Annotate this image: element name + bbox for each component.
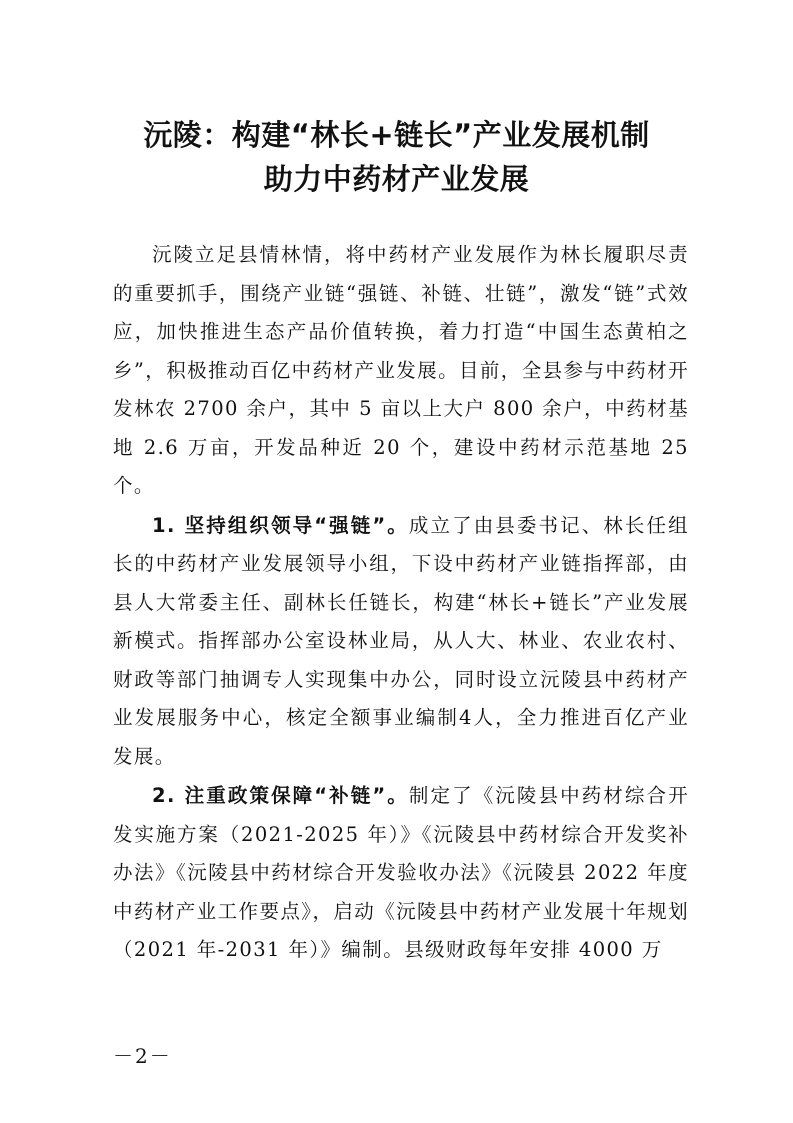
section-1-text: 成立了由县委书记、林长任组长的中药材产业发展领导小组，下设中药材产业链指挥部，由县人大常委主任、副林长任链长，构建“林长+链长”产业发展新模式。指挥部办公室设林业局，从人大、林业、农业农村、财政等部门抽调专人实现集中办公，同时设立沅陵县中药材产业发展服务中心，核定全额事业编制4人，全力推进百亿产业发展。 <box>113 513 690 768</box>
page-number: －2－ <box>113 1044 172 1068</box>
document-title-line-1: 沅陵：构建“林长+链长”产业发展机制 <box>143 118 650 152</box>
document-body <box>113 236 689 971</box>
section-2-text: 制定了《沅陵县中药材综合开发实施方案（2021-2025 年）》《沅陵县中药材综合开发奖补办法》《沅陵县中药材综合开发验收办法》《沅陵县 2022 年度中药材产业工作要点》，启动《沅陵县中药材产业发展十年规划（2021 年-2031 年）》编制。县级财政每年安排 4000 万 <box>113 784 690 961</box>
section-1-heading: 1. 坚持组织领导“强链”。 <box>152 513 409 537</box>
section-2-paragraph <box>113 777 689 970</box>
document-title-line-2: 助力中药材产业发展 <box>263 162 530 196</box>
intro-paragraph: 沅陵立足县情林情，将中药材产业发展作为林长履职尽责的重要抓手，围绕产业链“强链、补链、壮链”，激发“链”式效应，加快推进生态产品价值转换，着力打造“中国生态黄柏之乡”，积极推动百亿中药材产业发展。目前，全县参与中药材开发林农 2700 余户，其中 5 亩以上大户 800 余户，中药材基地 2.6 万亩，开发品种近 20 个，建设中药材示范基地 25 个。 <box>113 243 689 497</box>
section-1-paragraph <box>113 507 689 777</box>
section-2-heading: 2. 注重政策保障“补链”。 <box>152 784 409 807</box>
